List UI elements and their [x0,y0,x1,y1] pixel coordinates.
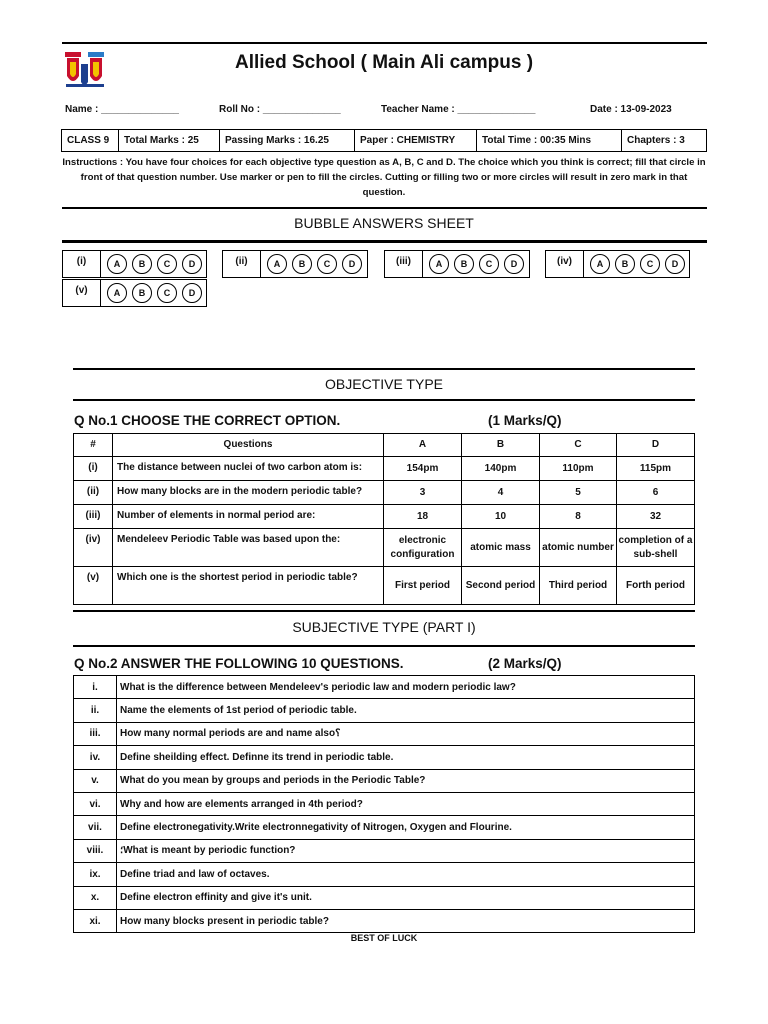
question-number: (iv) [74,529,113,567]
date-field: Date : 13-09-2023 [590,104,672,115]
question-number: (i) [74,457,113,481]
option-d: Forth period [617,567,695,605]
question-text: Which one is the shortest period in periodic table? [113,567,384,605]
question-number: v. [74,769,117,792]
rule [73,399,695,401]
option-d: 32 [617,505,695,529]
option-c: 110pm [540,457,617,481]
table-row [74,529,695,567]
objective-section-title: OBJECTIVE TYPE [325,376,443,392]
question-text: Mendeleev Periodic Table was based upon the: [113,529,384,567]
instructions: Instructions : You have four choices for each objective type question as A, B, C and D. The choice which you think is correct; fill that circle in front of that question number. Use marker or pen to fill the circles. Cutting or filling two or more circles will result in zero mark in that question. [62,157,706,198]
option-a: 3 [384,481,462,505]
bubble-sheet-title: BUBBLE ANSWERS SHEET [294,215,474,231]
question-number: viii. [74,839,117,862]
bubble-row-4 [545,250,690,278]
table-row [74,505,695,529]
column-header: C [540,434,617,457]
rule [73,645,695,647]
column-header: A [384,434,462,457]
top-rule [62,42,707,44]
question-number: (iii) [74,505,113,529]
bubble-option-d[interactable]: D [182,283,202,303]
mcq-table [73,433,695,605]
question-number: vii. [74,816,117,839]
name-field[interactable]: Name : ______________ [65,104,179,115]
bubble-option-b[interactable]: B [132,283,152,303]
question-text: How many normal periods are and name also؟ [117,722,695,745]
table-row [74,863,695,886]
option-c: 8 [540,505,617,529]
bubble-row-5 [62,279,207,307]
question-number: ii. [74,699,117,722]
table-row [74,769,695,792]
bubble-option-b[interactable]: B [132,254,152,274]
bubble-option-c[interactable]: C [157,283,177,303]
subjective-section-title: SUBJECTIVE TYPE (PART I) [292,619,476,635]
question-text: What do you mean by groups and periods in the Periodic Table? [117,769,695,792]
question-text: Define triad and law of octaves. [117,863,695,886]
question-text: How many blocks present in periodic table? [117,909,695,932]
question-number: (ii) [74,481,113,505]
option-c: atomic number [540,529,617,567]
question-number: ix. [74,863,117,886]
roll-number-field[interactable]: Roll No : ______________ [219,104,341,115]
q2-marks: (2 Marks/Q) [488,656,562,671]
question-number: iv. [74,746,117,769]
bubble-option-a[interactable]: A [107,283,127,303]
table-row [74,567,695,605]
bubble-option-c[interactable]: C [479,254,499,274]
question-text: How many blocks are in the modern periodic table? [113,481,384,505]
table-row [74,722,695,745]
question-text: What is the difference between Mendeleev's periodic law and modern periodic law? [117,676,695,699]
option-b: 10 [462,505,540,529]
bubble-option-b[interactable]: B [615,254,635,274]
subjective-table [73,675,695,933]
option-d: completion of a sub-shell [617,529,695,567]
q2-heading: Q No.2 ANSWER THE FOLLOWING 10 QUESTIONS. [74,656,404,671]
option-d: 6 [617,481,695,505]
rule [73,610,695,612]
teacher-name-field[interactable]: Teacher Name : ______________ [381,104,536,115]
column-header: D [617,434,695,457]
option-b: 4 [462,481,540,505]
option-d: 115pm [617,457,695,481]
option-c: Third period [540,567,617,605]
rule [62,240,707,243]
bubble-row-label: (v) [63,280,101,306]
bubble-option-d[interactable]: D [182,254,202,274]
paper-cell: Paper : CHEMISTRY [355,130,477,152]
rule [73,368,695,370]
bubble-option-d[interactable]: D [504,254,524,274]
option-a: 154pm [384,457,462,481]
footer-message: BEST OF LUCK [350,933,418,943]
column-header: B [462,434,540,457]
question-number: i. [74,676,117,699]
question-text: Name the elements of 1st period of periodic table. [117,699,695,722]
bubble-option-a[interactable]: A [267,254,287,274]
table-row [74,676,695,699]
total-marks-cell: Total Marks : 25 [119,130,220,152]
option-b: atomic mass [462,529,540,567]
bubble-option-b[interactable]: B [292,254,312,274]
table-row [74,746,695,769]
bubble-option-c[interactable]: C [157,254,177,274]
chapters-cell: Chapters : 3 [622,130,707,152]
passing-marks-cell: Passing Marks : 16.25 [220,130,355,152]
question-number: (v) [74,567,113,605]
column-header: # [74,434,113,457]
question-text: Number of elements in normal period are: [113,505,384,529]
bubble-row-3 [384,250,530,278]
bubble-row-1 [62,250,207,278]
table-row [74,699,695,722]
table-row [74,909,695,932]
bubble-option-a[interactable]: A [107,254,127,274]
option-b: 140pm [462,457,540,481]
bubble-row-label: (i) [63,251,101,277]
option-a: 18 [384,505,462,529]
bubble-row-2 [222,250,368,278]
question-text: Define electron effinity and give it's unit. [117,886,695,909]
table-row [74,839,695,862]
table-row [74,886,695,909]
bubble-row-label: (iii) [385,251,423,277]
q1-marks: (1 Marks/Q) [488,413,562,428]
bubble-option-b[interactable]: B [454,254,474,274]
column-header: Questions [113,434,384,457]
option-a: First period [384,567,462,605]
option-b: Second period [462,567,540,605]
question-text: The distance between nuclei of two carbon atom is: [113,457,384,481]
option-a: electronic configuration [384,529,462,567]
question-number: xi. [74,909,117,932]
question-number: x. [74,886,117,909]
bubble-option-d[interactable]: D [665,254,685,274]
rule [62,207,707,209]
question-text: Define electronegativity.Write electronnegativity of Nitrogen, Oxygen and Flourine. [117,816,695,839]
question-text: Define sheilding effect. Definne its trend in periodic table. [117,746,695,769]
table-row [74,816,695,839]
bubble-option-c[interactable]: C [640,254,660,274]
total-time-cell: Total Time : 00:35 Mins [477,130,622,152]
school-title: Allied School ( Main Ali campus ) [234,52,534,73]
table-row [74,457,695,481]
question-text: Why and how are elements arranged in 4th period? [117,792,695,815]
question-number: iii. [74,722,117,745]
table-row [74,792,695,815]
exam-info-table [61,129,707,152]
question-text: ؛What is meant by periodic function? [117,839,695,862]
bubble-option-c[interactable]: C [317,254,337,274]
question-number: vi. [74,792,117,815]
table-row [74,481,695,505]
bubble-option-a[interactable]: A [429,254,449,274]
bubble-row-label: (ii) [223,251,261,277]
class-cell: CLASS 9 [62,130,119,152]
option-c: 5 [540,481,617,505]
bubble-row-label: (iv) [546,251,584,277]
bubble-option-a[interactable]: A [590,254,610,274]
bubble-option-d[interactable]: D [342,254,362,274]
q1-heading: Q No.1 CHOOSE THE CORRECT OPTION. [74,413,341,428]
